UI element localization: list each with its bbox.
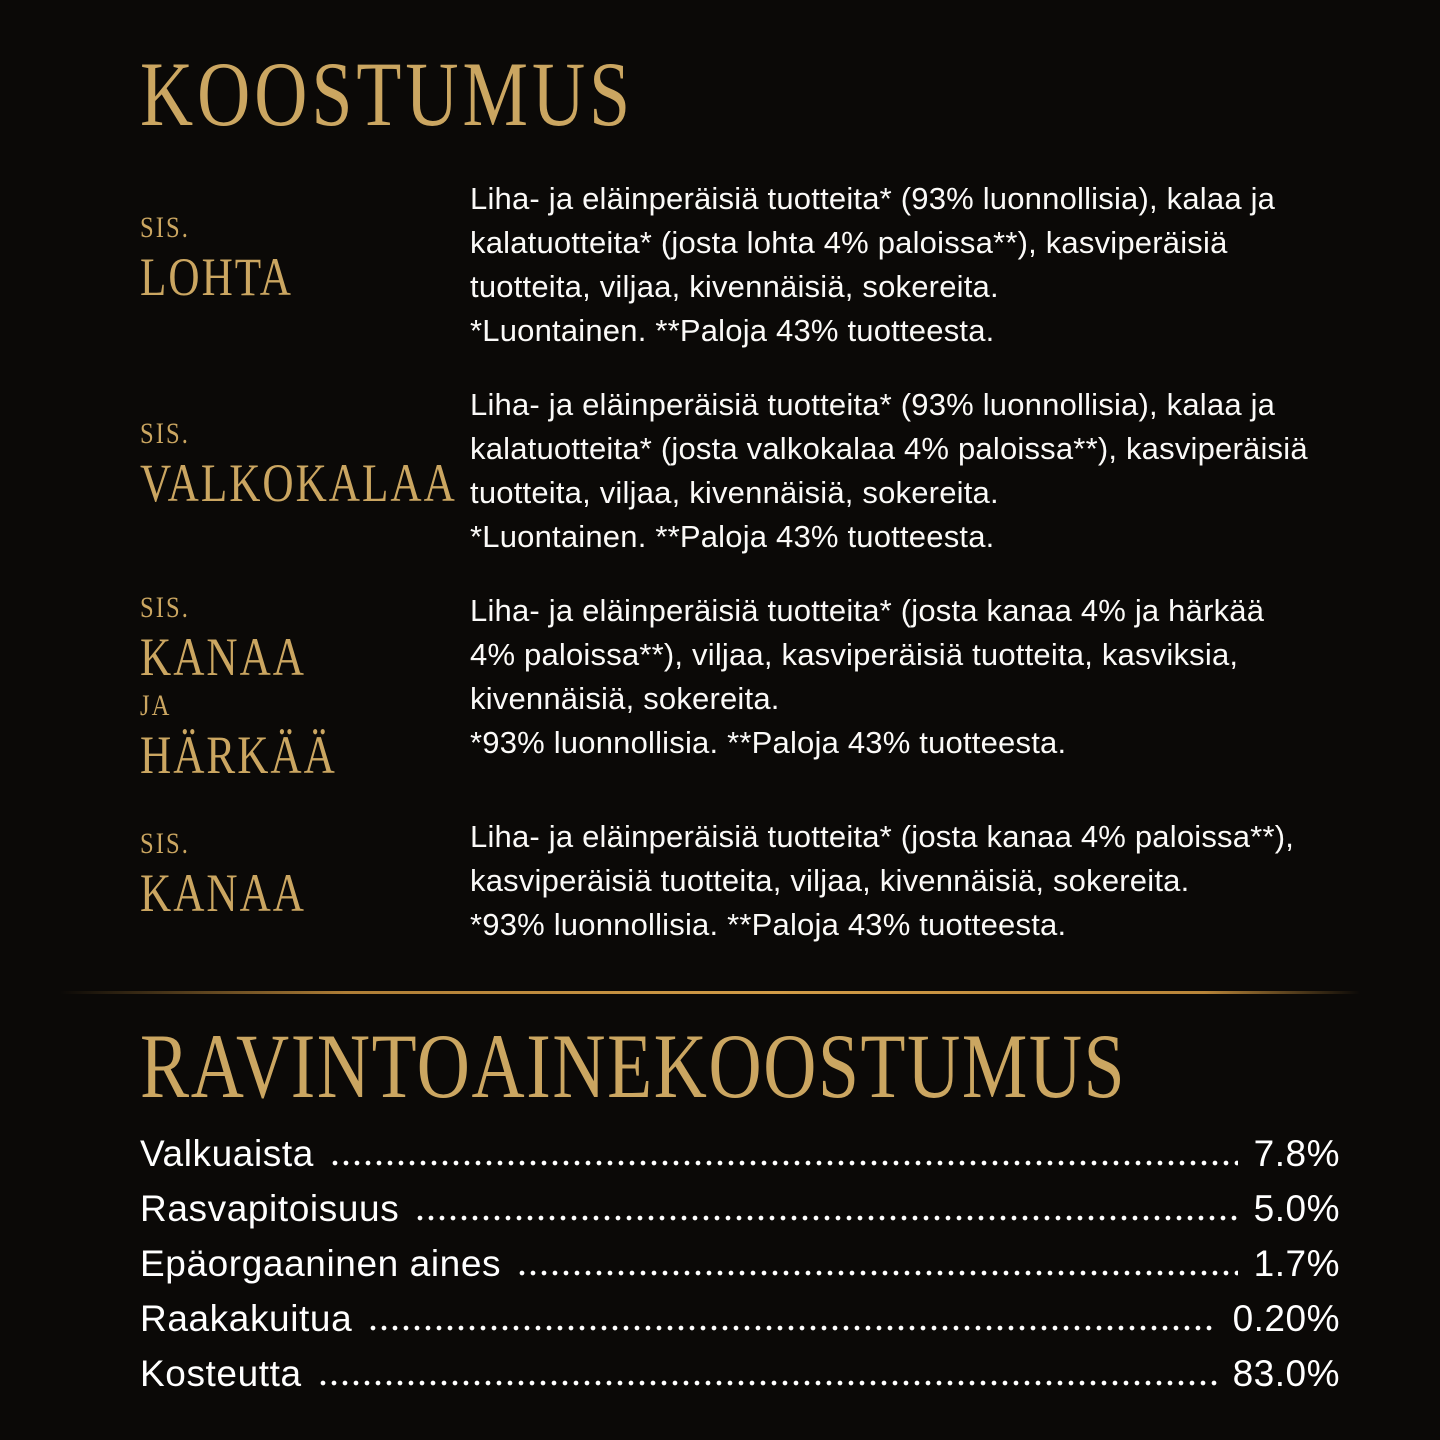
section-label-prefix: SIS. <box>140 210 190 244</box>
dotted-leader <box>320 1380 1217 1386</box>
nutrition-label: Kosteutta <box>140 1353 302 1395</box>
nutrition-row-rasvapitoisuus <box>140 1181 1340 1236</box>
section-body <box>470 383 1308 559</box>
composition-sections <box>140 177 1340 947</box>
dotted-leader <box>332 1160 1238 1166</box>
section-body <box>470 815 1294 947</box>
section-label-prefix: SIS. <box>140 826 190 860</box>
section-label-name: KANAA <box>140 862 306 923</box>
section-body <box>470 589 1264 765</box>
nutrition-label: Epäorgaaninen aines <box>140 1243 502 1285</box>
section-kanaa-ja-harkaa <box>140 589 1340 785</box>
nutrition-row-raakakuitua <box>140 1291 1340 1346</box>
body-line: Liha- ja eläinperäisiä tuotteita* (93% luonnollisia), kalaa ja <box>470 386 1276 422</box>
body-line: Liha- ja eläinperäisiä tuotteita* (93% luonnollisia), kalaa ja <box>470 180 1276 216</box>
body-line: Liha- ja eläinperäisiä tuotteita* (josta kanaa 4% paloissa**), <box>470 818 1295 854</box>
section-kanaa <box>140 815 1340 947</box>
body-line: Liha- ja eläinperäisiä tuotteita* (josta kanaa 4% ja härkää <box>470 592 1265 628</box>
body-line: tuotteita, viljaa, kivennäisiä, sokereita. <box>470 474 999 510</box>
nutrition-row-valkuaista <box>140 1126 1340 1181</box>
section-label <box>140 177 470 307</box>
section-label <box>140 383 470 513</box>
nutrition-table <box>140 1126 1340 1401</box>
nutrition-label: Rasvapitoisuus <box>140 1188 400 1230</box>
dotted-leader <box>370 1325 1216 1331</box>
nutrition-title: RAVINTOAINEKOOSTUMUS <box>140 1014 1127 1117</box>
section-body <box>470 177 1275 353</box>
nutrition-value: 1.7% <box>1253 1243 1340 1285</box>
section-label-name: LOHTA <box>140 246 293 307</box>
body-line-footnote: *93% luonnollisia. **Paloja 43% tuotteesta. <box>470 906 1067 942</box>
dotted-leader <box>417 1215 1237 1221</box>
body-line-footnote: *Luontainen. **Paloja 43% tuotteesta. <box>470 312 995 348</box>
nutrition-value: 5.0% <box>1253 1188 1340 1230</box>
nutrition-value: 83.0% <box>1232 1353 1340 1395</box>
body-line: kalatuotteita* (josta lohta 4% paloissa**), kasviperäisiä <box>470 224 1228 260</box>
section-label-name: KANAA <box>140 626 306 687</box>
nutrition-label: Valkuaista <box>140 1133 314 1175</box>
dotted-leader <box>519 1270 1238 1276</box>
section-lohta <box>140 177 1340 353</box>
nutrition-row-epaorgaaninen-aines <box>140 1236 1340 1291</box>
section-label <box>140 815 470 923</box>
section-label <box>140 589 470 785</box>
nutrition-value: 7.8% <box>1253 1133 1340 1175</box>
section-label-name: VALKOKALAA <box>140 452 457 513</box>
divider-line <box>60 991 1360 994</box>
section-label-prefix: SIS. <box>140 590 190 624</box>
body-line: 4% paloissa**), viljaa, kasviperäisiä tuotteita, kasviksia, <box>470 636 1239 672</box>
section-label-mid: JA <box>140 688 172 722</box>
nutrition-value: 0.20% <box>1232 1298 1340 1340</box>
section-valkokalaa <box>140 383 1340 559</box>
body-line: tuotteita, viljaa, kivennäisiä, sokereita. <box>470 268 999 304</box>
composition-title: KOOSTUMUS <box>140 43 635 145</box>
nutrition-label: Raakakuitua <box>140 1298 353 1340</box>
body-line: kasviperäisiä tuotteita, viljaa, kivennäisiä, sokereita. <box>470 862 1190 898</box>
section-label-name2: HÄRKÄÄ <box>140 724 337 785</box>
body-line: kalatuotteita* (josta valkokalaa 4% paloissa**), kasviperäisiä <box>470 430 1308 466</box>
nutrition-row-kosteutta <box>140 1346 1340 1401</box>
body-line-footnote: *Luontainen. **Paloja 43% tuotteesta. <box>470 518 995 554</box>
body-line: kivennäisiä, sokereita. <box>470 680 780 716</box>
section-label-prefix: SIS. <box>140 416 190 450</box>
body-line-footnote: *93% luonnollisia. **Paloja 43% tuotteesta. <box>470 724 1067 760</box>
